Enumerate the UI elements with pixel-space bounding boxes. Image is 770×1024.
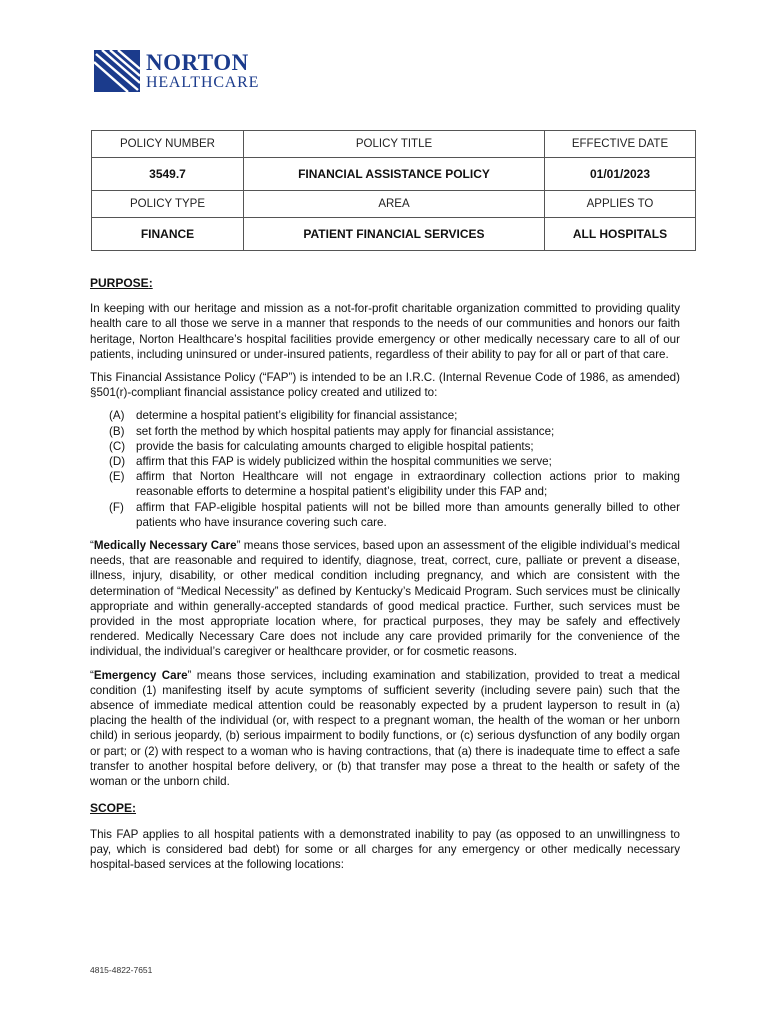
- purpose-paragraph-2: This Financial Assistance Policy (“FAP”) is intended to be an I.R.C. (Internal Revenue Code of 1986, as amended) §501(r)-compliant financial assistance policy created and utilized to:: [90, 371, 680, 400]
- list-text: provide the basis for calculating amounts charged to eligible hospital patients;: [136, 439, 534, 453]
- ec-text: means those services, including examination and stabilization, provided to treat a medical condition (1) manifesting itself by acute symptoms of sufficient severity (including severe pain) such that the absence of immediate medical attention could be reasonably expected by a prudent layperson to result in (a) placing the health of the individual (or, with respect to a pregnant woman, the health of the woman or her unborn child) in serious jeopardy, (b) serious impairment to bodily functions, or (c) serious dysfunction of any bodily organ or part; or (2) with respect to a woman who is having contractions, that (a) there is inadequate time to effect a safe transfer to another hospital before delivery, or (b) that transfer may pose a threat to the health or safety of the woman or the unborn child.: [90, 668, 680, 789]
- list-item: [90, 469, 680, 499]
- scope-paragraph-1: This FAP applies to all hospital patients with a demonstrated inability to pay (as opposed to an unwillingness to pay, which is considered bad debt) for some or all charges for any emergency or other medically necessary hospital-based services at the following locations:: [90, 827, 680, 871]
- list-letter: (F): [109, 500, 124, 514]
- list-text: affirm that this FAP is widely publicized within the hospital communities we serve;: [136, 455, 552, 469]
- policy-values-row-1: [92, 158, 696, 191]
- list-item: [90, 439, 680, 454]
- emergency-care-definition: “Emergency Care” means those services, including examination and stabilization, provided to treat a medical condition (1) manifesting itself by acute symptoms of sufficient severity (including severe pain) such that the absence of immediate medical attention could be reasonably expected by a prudent layperson to result in (a) placing the health of the individual (or, with respect to a pregnant woman, the health of the woman or her unborn child) in serious jeopardy, (b) serious impairment to bodily functions, or (c) serious dysfunction of any bodily organ or part; or (2) with respect to a woman who is having contractions, that (a) there is inadequate time to effect a safe transfer to another hospital before delivery, or (b) that transfer may pose a threat to the health or safety of the woman or the unborn child.: [90, 668, 680, 789]
- ec-term: Emergency Care: [93, 668, 188, 682]
- list-letter: (C): [109, 439, 126, 453]
- mnc-term: Medically Necessary Care: [93, 539, 237, 553]
- list-text: determine a hospital patient’s eligibility for financial assistance;: [136, 409, 458, 423]
- document-id-footer: 4815-4822-7651: [90, 965, 153, 975]
- logo-line-1: NORTON: [146, 50, 249, 75]
- scope-heading: SCOPE:: [90, 801, 137, 816]
- applies-to-label: APPLIES TO: [545, 191, 696, 218]
- list-letter: (E): [109, 470, 125, 484]
- list-text: set forth the method by which hospital patients may apply for financial assistance;: [136, 424, 555, 438]
- policy-type-label: POLICY TYPE: [92, 191, 244, 218]
- policy-title-label: POLICY TITLE: [244, 131, 545, 158]
- list-letter: (B): [109, 424, 125, 438]
- policy-type-value: FINANCE: [92, 218, 244, 251]
- policy-number-value: 3549.7: [92, 158, 244, 191]
- list-item: [90, 424, 680, 439]
- purpose-paragraph-1: In keeping with our heritage and mission as a not-for-profit charitable organization committed to providing quality health care to all those we serve in a manner that responds to the needs of our communities and honors our faith heritage, Norton Healthcare’s hospital facilities provide emergency or other medically necessary care to all of our patients, including uninsured or under-insured patients, regardless of their ability to pay for all or part of that care.: [90, 302, 680, 361]
- policy-number-label: POLICY NUMBER: [92, 131, 244, 158]
- applies-to-value: ALL HOSPITALS: [545, 218, 696, 251]
- area-value: PATIENT FINANCIAL SERVICES: [244, 218, 545, 251]
- policy-labels-row-1: [92, 131, 696, 158]
- norton-healthcare-logo: [94, 50, 259, 92]
- effective-date-label: EFFECTIVE DATE: [545, 131, 696, 158]
- effective-date-value: 01/01/2023: [545, 158, 696, 191]
- policy-values-row-2: [92, 218, 696, 251]
- list-item: [90, 500, 680, 530]
- medically-necessary-care-definition: “Medically Necessary Care” means those services, based upon an assessment of the eligible individual’s medical needs, that are reasonable and required to identify, diagnose, treat, correct, cure, palliate or prevent a disease, illness, injury, disability, or other medical condition including pregnancy, and which are consistent with the determination of “Medical Necessity” as defined by Kentucky’s Medicaid Program. Such services must be clinically appropriate and within generally-accepted standards of good medical practice. Further, such services must be provided in the most appropriate location where, for practical purposes, they may be safely and effectively rendered. Medically Necessary Care does not include any care provided primarily for the convenience of the individual, the individual’s caregiver or healthcare provider, or for cosmetic reasons.: [90, 539, 681, 659]
- list-item: [90, 454, 680, 469]
- norton-logo-icon: [94, 50, 140, 92]
- policy-body: [90, 276, 680, 880]
- list-letter: (D): [109, 455, 126, 469]
- policy-title-value: FINANCIAL ASSISTANCE POLICY: [244, 158, 545, 191]
- purpose-heading: PURPOSE:: [90, 276, 153, 290]
- purpose-list: [90, 408, 680, 530]
- logo-line-2: HEALTHCARE: [146, 74, 260, 91]
- mnc-text: means those services, based upon an assessment of the eligible individual’s medical needs, that are reasonable and required to identify, diagnose, treat, correct, cure, palliate or prevent a disease, illness, injury, disability, or other medical condition including pregnancy, and which are consistent with the determination of “Medical Necessity” as defined by Kentucky’s Medicaid Program. Such services must be clinically appropriate and within generally-accepted standards of good medical practice. Further, such services must be provided in the most appropriate location where, for practical purposes, they may be safely and effectively rendered. Medically Necessary Care does not include any care provided primarily for the convenience of the individual, the individual’s caregiver or healthcare provider, or for cosmetic reasons.: [90, 539, 681, 659]
- area-label: AREA: [244, 191, 545, 218]
- list-text: affirm that FAP-eligible hospital patients will not be billed more than amounts generally billed to other patients who have insurance covering such care.: [136, 500, 680, 529]
- list-item: [90, 408, 680, 423]
- policy-info-table: [91, 130, 696, 251]
- logo-wordmark: [146, 51, 259, 91]
- list-letter: (A): [109, 409, 125, 423]
- list-text: affirm that Norton Healthcare will not engage in extraordinary collection actions prior to making reasonable efforts to determine a hospital patient’s eligibility under this FAP and;: [136, 470, 680, 499]
- policy-labels-row-2: [92, 191, 696, 218]
